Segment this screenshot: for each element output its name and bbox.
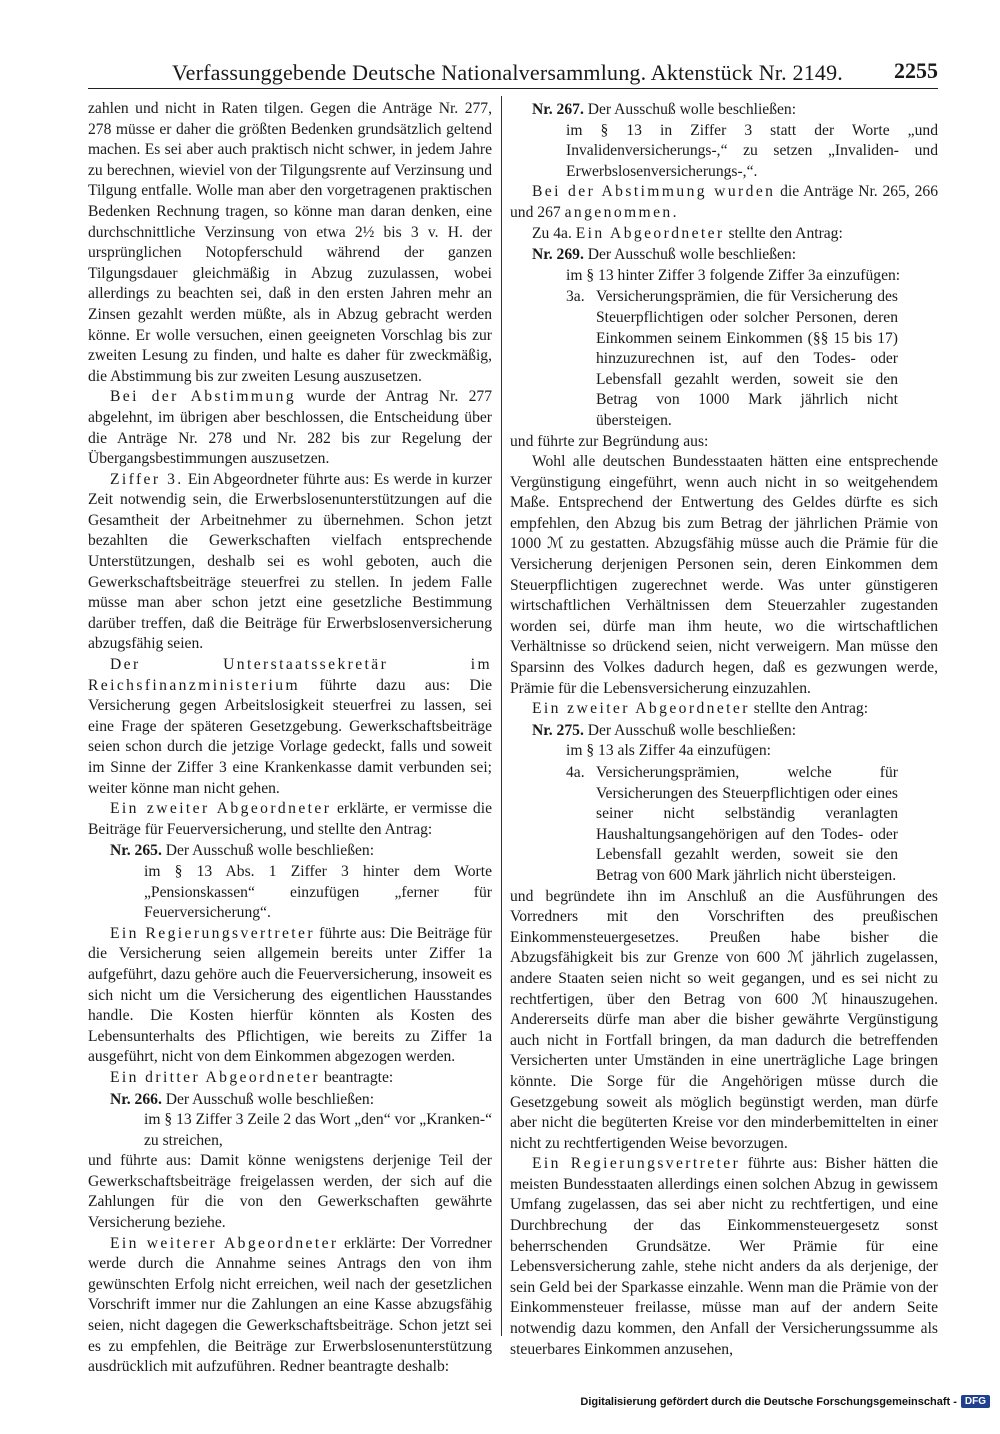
motion-265 xyxy=(88,841,492,923)
paragraph xyxy=(88,655,492,799)
paragraph: Wohl alle deutschen Bundesstaaten hätten eine entsprechende Vergünstigung eingeführt, wenn auch nicht in so weitgehendem Maße. Entsprechend der Entwertung des Geldes dürfte es sich empfehlen, den Abzug bis zum Betrag der jährlichen Prämie von 1000 ℳ zu gestatten. Abzugsfähig müsse auch die Prämie für die Versicherung derjenigen Personen sein, deren Einkommen dem Steuerpflichtigen zugerechnet werde. Was unter günstigeren wirtschaftlichen Verhältnissen dem Steuerzahler zugestanden worden sei, dürfe man ihm heute, wo die wirtschaftlichen Verhältnisse so drückend seien, nicht verweigern. Man müsse den Sparsinn des Volkes dadurch hegen, daß es gezwungen werde, Prämie für die Lebensversicherung einzuzahlen. xyxy=(510,453,938,697)
dfg-logo: DFG xyxy=(961,1395,990,1408)
subclause-text: Versicherungsprämien, die für Versicherung des Steuerpflichtigen oder solcher Personen, deren Einkommen seinem Einkommen (§§ 15 bis 17) hinzuzurechnen ist, auf den Todes- oder Lebensfall gezahlt werden, soweit sie den Betrag von 1000 Mark jährlich nicht übersteigen. xyxy=(596,288,898,429)
paragraph xyxy=(88,924,492,1068)
motion-heading xyxy=(510,100,938,121)
paragraph xyxy=(88,1234,492,1378)
paragraph-text: führte aus: Die Beiträge für die Versicherung seien allgemein bereits unter Ziffer 1a aufgeführt, dazu gehöre auch die Feuerversicherung, insoweit es sich nicht um die Versicherung des eigentlichen Hausstandes handle. Die Kosten hierfür könnten als Kosten des Lebensunterhalts des Pflichtigen, wie bereits zu Ziffer 1a ausgeführt, nicht von dem Einkommen abgezogen werden. xyxy=(88,924,492,1066)
paragraph xyxy=(88,1068,492,1089)
subclause-label: 3a. xyxy=(566,288,585,306)
paragraph: und führte zur Begründung aus: xyxy=(510,432,709,450)
page-header xyxy=(88,54,938,89)
spaced-text: Ziffer 3. xyxy=(110,470,184,488)
footer-credit xyxy=(580,1395,990,1408)
spaced-text: Ein Regierungsvertreter xyxy=(532,1155,741,1173)
motion-body: im § 13 Ziffer 3 Zeile 2 das Wort „den“ vor „Kranken-“ zu streichen, xyxy=(144,1111,492,1149)
motion-266 xyxy=(88,1090,492,1152)
motion-heading xyxy=(510,245,938,266)
paragraph-text: erklärte: Der Vorredner werde durch die Annahme seines Antrags den von ihm gewünschten Erfolg nicht erreichen, weil nach der gesetzlichen Vorschrift immer nur die Zahlungen an eine Kasse abzugsfähig seien, nicht dagegen die Gewerkschaftsbeiträge. Schon jetzt sei es zu empfehlen, die Beiträge zur Erwerbslosenunterstützung ausdrücklich mit aufzuführen. Redner beantragte deshalb: xyxy=(88,1234,492,1376)
left-column xyxy=(88,99,492,1378)
footer-text: Digitalisierung gefördert durch die Deutsche Forschungsgemeinschaft - xyxy=(580,1395,957,1408)
motion-subclause xyxy=(510,287,938,431)
column-divider xyxy=(501,96,502,1336)
motion-subclause xyxy=(510,763,938,887)
motion-body: im § 13 Abs. 1 Ziffer 3 hinter dem Worte „Pensionskassen“ einzufügen „ferner für Feuerversicherung“. xyxy=(144,862,492,922)
motion-number: Nr. 275. xyxy=(532,721,584,739)
spaced-text: Ein dritter Abgeordneter xyxy=(110,1068,321,1086)
page-number: 2255 xyxy=(894,58,938,83)
motion-number: Nr. 267. xyxy=(532,101,584,118)
motion-heading xyxy=(510,721,938,742)
motion-intro: Der Ausschuß wolle beschließen: xyxy=(165,1090,375,1108)
spaced-text: Bei der Abstimmung wurden xyxy=(532,183,776,201)
paragraph-text: führte dazu aus: Die Versicherung gegen Arbeitslosigkeit steuerfrei zu lassen, sei eine Frage der späteren Gesetzgebung. Gewerkschaftsbeiträge seien schon durch die jetzige Vorlage gedeckt, falls und soweit im Sinne der Ziffer 3 eine Krankenkasse damit verbunden sei; weiter könne man nicht gehen. xyxy=(88,676,492,797)
right-column xyxy=(510,99,938,1360)
subclause-text: Versicherungsprämien, welche für Versicherungen des Steuerpflichtigen oder eines seiner nicht selbständig veranlagten Haushaltungsangehörigen auf den Todes- oder Lebensfall gezahlt werden, soweit sie den Betrag von 600 Mark jährlich nicht übersteigen. xyxy=(596,764,898,884)
paragraph-text: 266 und 267 xyxy=(510,183,938,221)
spaced-text: Ein Abgeordneter xyxy=(575,224,725,242)
spaced-text: Ein Regierungsvertreter xyxy=(110,924,315,942)
paragraph xyxy=(510,1154,938,1360)
spaced-text: Ein zweiter Abgeordneter xyxy=(110,800,332,818)
subclause-label: 4a. xyxy=(566,764,585,781)
motion-275 xyxy=(510,721,938,887)
motion-intro: Der Ausschuß wolle beschließen: xyxy=(587,721,797,739)
paragraph xyxy=(510,224,938,245)
paragraph xyxy=(88,387,492,469)
motion-number: Nr. 265. xyxy=(110,842,162,860)
paragraph: und führte aus: Damit könne wenigstens derjenige Teil der Gewerkschaftsbeiträge freigelassen werden, der sich auf die Zahlungen für die von den Gewerkschaften gewährte Versicherung beziehe. xyxy=(88,1152,492,1232)
spaced-text: Ein zweiter Abgeordneter xyxy=(532,700,750,718)
spaced-text: angenommen. xyxy=(564,203,679,221)
motion-intro: Der Ausschuß wolle beschließen: xyxy=(587,101,797,118)
motion-heading xyxy=(88,1090,492,1111)
paragraph-text: die xyxy=(780,183,800,201)
paragraph: und begründete ihn im Anschluß an die Ausführungen des Vorredners mit den Vorschriften des preußischen Einkommensteuergesetzes. Preußen habe bisher die Abzugsfähigkeit bis zur Grenze von 600 ℳ jährlich zugelassen, andere Staaten seien nicht so weit gegangen, und es sei nicht zu rechtfertigen, über den Betrag von 600 ℳ hinauszugehen. Andererseits dürfe man aber die bisher gewährte Vergünstigung auch nicht in Fortfall bringen, da man dadurch die betreffenden Versicherten unter Umständen in eine unerträgliche Lage bringen könnte. Die Sorge für die Angehörigen müsse durch die Gesetzgebung soweit als möglich begünstigt werden, man dürfe aber nicht die begüterten Kreise vor den minderbemittelten in einer nicht zu rechtfertigenden Weise bevorzugen. xyxy=(510,887,938,1152)
paragraph-text: Ein Abgeordneter führte aus: Es werde in kurzer Zeit notwendig sein, die Erwerbslosenunterstützungen auf die Gesamtheit der Arbeitnehmer zu übernehmen. Schon jetzt bezahlten die Gewerkschaften vielfach entsprechende Unterstützungen, deshalb sei es wohl geboten, auch die Gewerkschaftsbeiträge steuerfrei zu stellen. In jedem Falle müsse man aber schon jetzt eine gesetzliche Bestimmung darüber treffen, daß die Beiträge für Erwerbslosenversicherung abzugsfähig seien. xyxy=(88,470,492,653)
running-title: Verfassunggebende Deutsche Nationalversammlung. Aktenstück Nr. 2149. xyxy=(172,60,844,85)
motion-269 xyxy=(510,245,938,431)
paragraph-text: Anträge Nr. 265, xyxy=(803,183,910,201)
paragraph xyxy=(510,182,938,223)
spaced-text: Der Unterstaatssekretär im Reichsfinanzministerium xyxy=(88,656,492,694)
paragraph-text: führte aus: Bisher hätten die meisten Bundesstaaten allerdings einen solchen Abzug in gewissem Umfang zugelassen, das sei aber nicht zu rechtfertigen, und eine Durchbrechung der das Einkommensteuergesetz sonst beherrschenden Grundsätze. Wer Prämie für eine Lebensversicherung zahle, stehe nicht anders da als derjenige, der sein Geld bei der Sparkasse einzahle. Wenn man die Prämie von der Einkommensteuer freilasse, müsse man auf der andern Seite notwendig dazu kommen, den Anfall der Versicherungssumme als steuerbares Einkommen anzusehen, xyxy=(510,1155,938,1358)
motion-number: Nr. 266. xyxy=(110,1090,162,1108)
motion-intro: Der Ausschuß wolle beschließen: xyxy=(165,842,375,860)
paragraph-text: Zu 4a. xyxy=(532,224,572,242)
spaced-text: Ein weiterer Abgeordneter xyxy=(110,1234,339,1252)
paragraph-text: beantragte: xyxy=(323,1068,394,1086)
motion-heading xyxy=(88,841,492,862)
paragraph-text: stellte den Antrag: xyxy=(728,224,843,242)
motion-number: Nr. 269. xyxy=(532,246,584,264)
motion-body: im § 13 als Ziffer 4a einzufügen: xyxy=(566,742,771,760)
paragraph xyxy=(88,799,492,840)
paragraph-text: stellte den Antrag: xyxy=(753,700,869,718)
paragraph-text: wurde der Antrag Nr. 277 abgelehnt, im übrigen aber beschlossen, die Entscheidung über die Anträge Nr. 278 und Nr. 282 bis zur Regelung der Übergangsbestimmungen auszusetzen. xyxy=(88,388,492,468)
paragraph-text: erklärte, er vermisse die Beiträge für Feuerversicherung, und stellte den Antrag: xyxy=(88,800,492,838)
motion-267 xyxy=(510,100,938,182)
paragraph xyxy=(510,699,938,720)
spaced-text: Bei der Abstimmung xyxy=(110,388,297,406)
paragraph: zahlen und nicht in Raten tilgen. Gegen die Anträge Nr. 277, 278 müsse er daher die größten Bedenken grundsätzlich geltend machen. Es sei aber auch praktisch nicht schwer, in jedem Jahre zu berechnen, wieviel von der Tilgungsrente auf Verzinsung und Tilgung entfalle. Wolle man aber den vorgetragenen praktischen Bedenken Rechnung tragen, so könne man daran denken, eine durchschnittliche Verzinsung von etwa 2½ bis 3 v. H. der ursprünglichen Notopferschuld während der ganzen Tilgungsdauer gleichmäßig in Abzug zuzulassen, wobei allerdings zu beachten sei, daß in den ersten Jahren mehr an Zinsen gezahlt werden müßte, als in Abzug gebracht werden könne. Er wolle versuchen, einen geeigneten Vorschlag bis zur zweiten Lesung zu finden, und halte es daher für zweckmäßig, die Abstimmung bis zur zweiten Lesung auszusetzen. xyxy=(88,100,492,385)
motion-body: im § 13 hinter Ziffer 3 folgende Ziffer 3a einzufügen: xyxy=(566,266,901,284)
paragraph xyxy=(88,470,492,655)
motion-intro: Der Ausschuß wolle beschließen: xyxy=(587,246,797,264)
motion-body: im § 13 in Ziffer 3 statt der Worte „und Invalidenversicherungs-,“ zu setzen „Invaliden- und Erwerbslosenversicherungs-,“. xyxy=(566,121,938,180)
